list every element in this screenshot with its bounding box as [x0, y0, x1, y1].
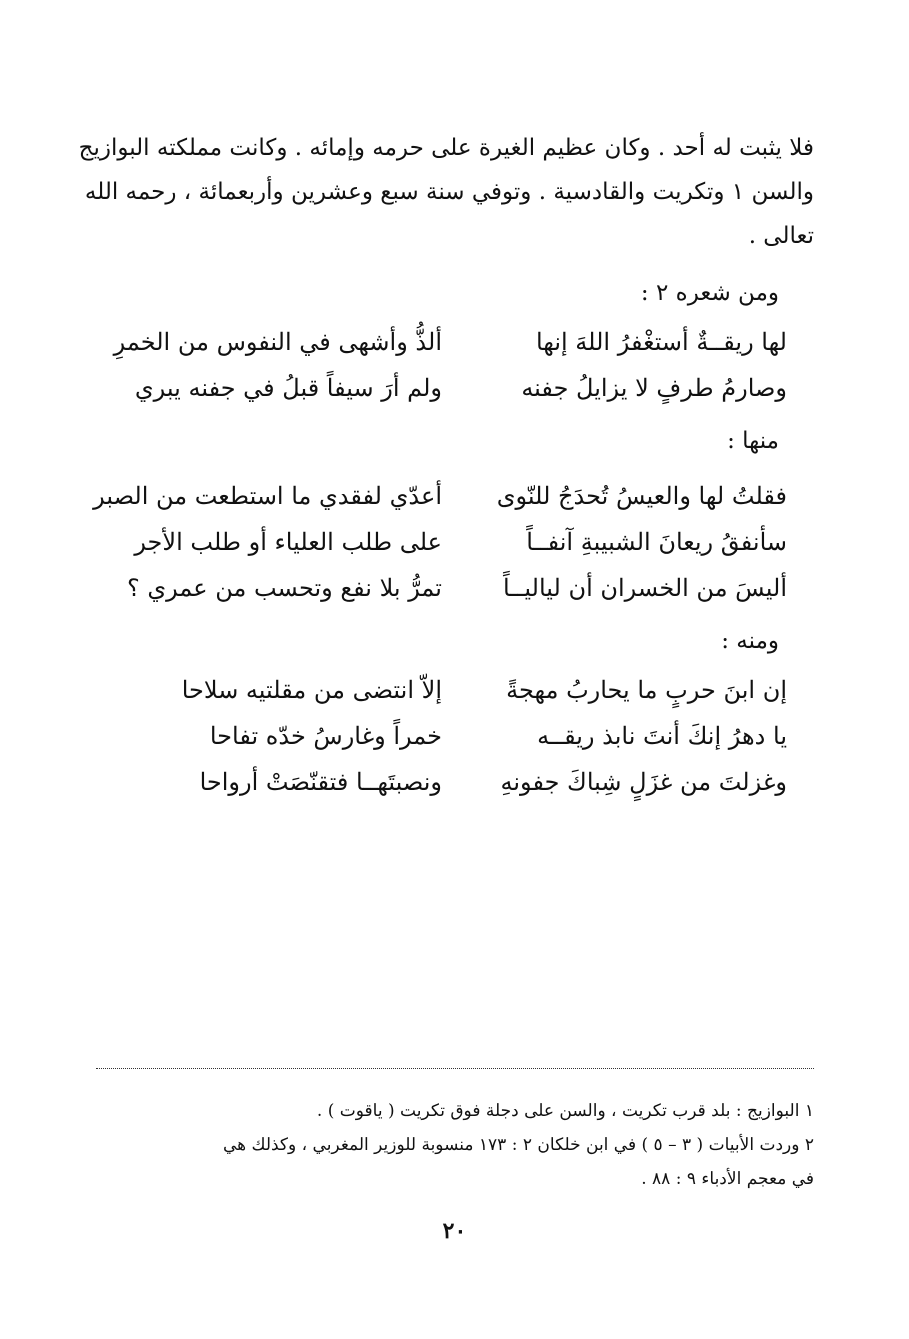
second-hemistich: إلاّ انتضى من مقلتيه سلاحا — [181, 676, 442, 704]
first-hemistich: وصارمُ طرفٍ لا يزايلُ جفنه — [521, 374, 787, 402]
page-number: ٢٠ — [442, 1218, 467, 1244]
second-hemistich: ونصبتَهــا فتقنّصَتْ أرواحا — [199, 768, 442, 796]
verse-line — [117, 768, 787, 814]
first-hemistich: أليسَ من الخسران أن لياليــاً — [503, 574, 787, 602]
verse-line — [117, 676, 787, 722]
verse-line — [113, 328, 787, 374]
footnotes — [94, 1094, 814, 1196]
verse-line — [117, 374, 787, 420]
poem-intro: منها : — [727, 428, 779, 454]
second-hemistich: ولم أرَ سيفاً قبلُ في جفنه يبري — [134, 374, 442, 402]
footnote-line: ٢ وردت الأبيات ( ٣ – ٥ ) في ابن خلكان ٢ : ١٧٣ منسوبة للوزير المغربي ، وكذلك هي — [222, 1135, 814, 1155]
first-hemistich: إن ابنَ حربٍ ما يحاربُ مهجةً — [506, 676, 787, 704]
second-hemistich: خمراً وغارسُ خدّه تفاحا — [209, 722, 442, 750]
prose-line: تعالى . — [748, 223, 814, 249]
poem-intro: ومنه : — [721, 628, 779, 654]
prose-line: والسن ١ وتكريت والقادسية . وتوفي سنة سبع وعشرين وأربعمائة ، رحمه الله — [84, 179, 814, 205]
verse-line — [117, 722, 787, 768]
verse-line — [117, 528, 787, 574]
second-hemistich: ألذُّ وأشهى في النفوس من الخمرِ — [113, 328, 442, 356]
verse-line — [117, 574, 787, 620]
footnote-divider — [96, 1068, 814, 1069]
second-hemistich: على طلب العلياء أو طلب الأجر — [134, 528, 442, 556]
second-hemistich: أعدّي لفقدي ما استطعت من الصبر — [93, 482, 442, 510]
first-hemistich: فقلتُ لها والعيسُ تُحدَجُ للنّوى — [496, 482, 787, 510]
first-hemistich: سأنفقُ ريعانَ الشبيبةِ آنفــاً — [526, 528, 787, 556]
footnote-line: في معجم الأدباء ٩ : ٨٨ . — [641, 1169, 814, 1189]
verse-line — [93, 482, 787, 528]
second-hemistich: تمرُّ بلا نفع وتحسب من عمري ؟ — [127, 574, 442, 602]
poem-intro: ومن شعره ٢ : — [640, 280, 779, 306]
prose-line: فلا يثبت له أحد . وكان عظيم الغيرة على حرمه وإمائه . وكانت مملكته البوازيج — [78, 135, 814, 161]
footnote-line: ١ البوازيج : بلد قرب تكريت ، والسن على دجلة فوق تكريت ( ياقوت ) . — [316, 1101, 814, 1121]
first-hemistich: وغزلتَ من غزَلٍ شِباكَ جفونهِ — [500, 768, 787, 796]
first-hemistich: يا دهرُ إنكَ أنتَ نابذ ريقــه — [537, 722, 787, 750]
prose-paragraph — [78, 126, 814, 258]
first-hemistich: لها ريقــةٌ أستغْفرُ اللهَ إنها — [535, 328, 787, 356]
